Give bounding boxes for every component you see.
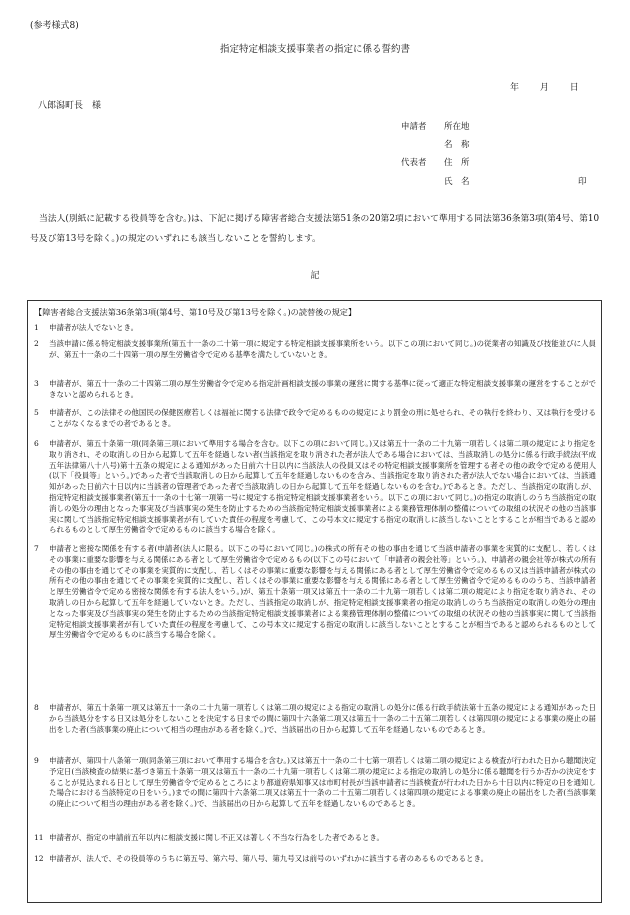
pledge-statement: 当法人(別紙に記載する役員等を含む。)は、下記に掲げる障害者総合支援法第51条の20第2項において準用する同法第36条第3項(第4号、第10号及び第13号を除く。)の規定のいずれにも該当しないことを誓約します。 [30, 214, 600, 244]
provision-number: 11 [34, 833, 44, 842]
provision-text: 当該申請に係る特定相談支援事業所(第五十一条の二十第一項に規定する特定相談支援事業所をいう。以下この項において同じ。)の従業者の知識及び技能並びに人員が、第五十一条の二十四第一項の厚生労働省令で定める基準を満たしていないとき。 [49, 339, 596, 359]
provision-text: 申請者と密接な関係を有する者(申請者(法人に限る。以下この号において同じ。)の株式の所有その他の事由を通じて当該申請者の事業を実質的に支配し、若しくはその事業に重要な影響を与える関係にある者として厚生労働省令で定めるもの(以下この号において「申請者の親会社等」という。)、申請者の親会社等が株式の所有その他の事由を通じてその事業を実質的に支配し、若しくはその事業に重要な影響を与える関係にある者として厚生労働省令で定めるもの又は当該申請者が株式の所有その他の事由を通じてその事業を実質的に支配し、若しくはその事業に重要な影響を与える関係にある者として厚生労働省令で定めるもののうち、当該申請者と厚生労働省令で定める密接な関係を有する法人をいう。)が、第五十条第一項又は第五十一条の二十九第一項若しくは第二項の規定により指定を取り消され、その取消しの日から起算して五年を経過していないとき。ただし、当該指定の取消しが、指定特定相談支援事業者の指定の取消しのうち当該指定の取消しの処分の理由となった事実及び当該事実の発生を防止するための当該指定特定相談支援事業者による業務管理体制の整備についての取組の状況その他の当該事実に関して当該指定特定相談支援事業者が有していた責任の程度を考慮して、この号本文に規定する指定の取消しに該当しないこととすることが相当であると認められるものとして厚生労働省令で定めるものに該当する場合を除く。 [49, 544, 596, 640]
provision-number: 1 [34, 323, 39, 332]
address-label: 所在地 [444, 122, 470, 132]
record-mark: 記 [310, 271, 320, 281]
representative-label: 代表者 [401, 158, 427, 168]
provision-item [34, 379, 596, 401]
rep-address-label: 住 所 [444, 158, 470, 168]
provision-text: 申請者が、第五十条第一項(同条第三項において準用する場合を含む。以下この項において同じ。)又は第五十一条の二十九第一項若しくは第二項の規定により指定を取り消され、その取消しの日から起算して五年を経過しない者(当該指定を取り消された者が法人である場合においては、当該取消しの処分に係る行政手続法(平成五年法律第八十八号)第十五条の規定による通知があった日前六十日以内に当該法人の役員又はその特定相談支援事業所を管理する者その他の政令で定める使用人(以下「役員等」という。)であった者で当該取消しの日から起算して五年を経過しないものを含み、当該指定を取り消された者が法人でない場合においては、当該通知があった日前六十日以内に当該者の管理者であった者で当該取消しの日から起算して五年を経過しないものを含む。)であるとき。ただし、当該指定の取消しが、指定特定相談支援事業者(第五十一条の十七第一項第一号に規定する指定特定相談支援事業者をいう。以下この項において同じ。)の指定の取消しのうち当該指定の取消しの処分の理由となった事実及び当該事実の発生を防止するための当該指定特定相談支援事業者による業務管理体制の整備についての取組の状況その他の当該事実に関して当該指定特定相談支援事業者が有していた責任の程度を考慮して、この号本文に規定する指定の取消しに該当しないこととすることが相当であると認められるものとして厚生労働省令で定めるものに該当する場合を除く。 [49, 439, 596, 535]
provision-item [34, 339, 596, 361]
provision-item [34, 439, 596, 536]
provision-text: 申請者が、指定の申請前五年以内に相談支援に関し不正又は著しく不当な行為をした者であるとき。 [49, 833, 384, 842]
provision-item [34, 833, 596, 844]
provision-item [34, 323, 596, 334]
provision-item [34, 408, 596, 430]
provision-item [34, 703, 596, 735]
addressee: 八郎潟町長 様 [38, 101, 102, 111]
seal-mark: 印 [578, 177, 587, 187]
provision-number: 6 [34, 439, 39, 448]
rep-name-label: 氏 名 [444, 177, 470, 187]
date-line: 年 月 日 [510, 83, 579, 93]
provision-number: 5 [34, 408, 39, 417]
provision-item [34, 756, 596, 810]
provision-number: 3 [34, 379, 39, 388]
provision-text: 申請者が、第五十一条の二十四第二項の厚生労働省令で定める指定計画相談支援の事業の運営に関する基準に従って適正な特定相談支援事業の運営をすることができないと認められるとき。 [49, 379, 596, 399]
provision-text: 申請者が、この法律その他国民の保健医療若しくは福祉に関する法律で政令で定めるものの規定により罰金の刑に処せられ、その執行を終わり、又は執行を受けることがなくなるまでの者であるとき。 [49, 408, 596, 428]
provisions-box [27, 300, 602, 903]
form-number: (参考様式8) [30, 21, 79, 31]
provision-item [34, 854, 596, 865]
provision-item [34, 544, 596, 641]
provision-text: 申請者が法人でないとき。 [49, 323, 139, 332]
document-title: 指定特定相談支援事業者の指定に係る誓約書 [219, 44, 410, 55]
provision-text: 申請者が、第四十八条第一項(同条第三項において準用する場合を含む。)又は第五十一条の二十七第一項若しくは第二項の規定による検査が行われた日から聴聞決定予定日(当該検査の結果に基づき第五十条第一項又は第五十一条の二十九第一項若しくは第二項の規定による指定の取消しの処分に係る聴聞を行うか否かの決定をすることが見込まれる日として厚生労働省令で定めるところにより都道府県知事又は市町村長が当該申請者に当該検査が行われた日から十日以内に特定の日を通知した場合における当該特定の日をいう。)までの間に第四十六条第二項又は第五十一条の二十五第二項若しくは第四項の規定による事業の廃止の届出をした者(当該事業の廃止について相当の理由がある者を除く。)で、当該届出の日から起算して五年を経過しないものであるとき。 [49, 756, 596, 809]
provision-number: 7 [34, 544, 39, 553]
provision-number: 2 [34, 339, 39, 348]
provisions-heading: 【障害者総合支援法第36条第3項(第4号、第10号及び第13号を除く。)の読替後の規定】 [34, 307, 357, 317]
provision-text: 申請者が、第五十条第一項又は第五十一条の二十九第一項若しくは第二項の規定による指定の取消しの処分に係る行政手続法第十五条の規定による通知があった日から当該処分をする日又は処分をしないことを決定する日までの間に第四十六条第二項又は第五十一条の二十五第二項若しくは第四項の規定による事業の廃止の届出をした者(当該事業の廃止について相当の理由がある者を除く。)で、当該届出の日から起算して五年を経過しないものであるとき。 [49, 703, 596, 734]
provision-text: 申請者が、法人で、その役員等のうちに第五号、第六号、第八号、第九号又は前号のいずれかに該当する者のあるものであるとき。 [49, 854, 489, 863]
provision-number: 9 [34, 756, 39, 765]
name-label: 名 称 [444, 140, 470, 150]
provision-number: 8 [34, 703, 39, 712]
applicant-label: 申請者 [401, 122, 427, 132]
provision-number: 12 [34, 854, 44, 863]
